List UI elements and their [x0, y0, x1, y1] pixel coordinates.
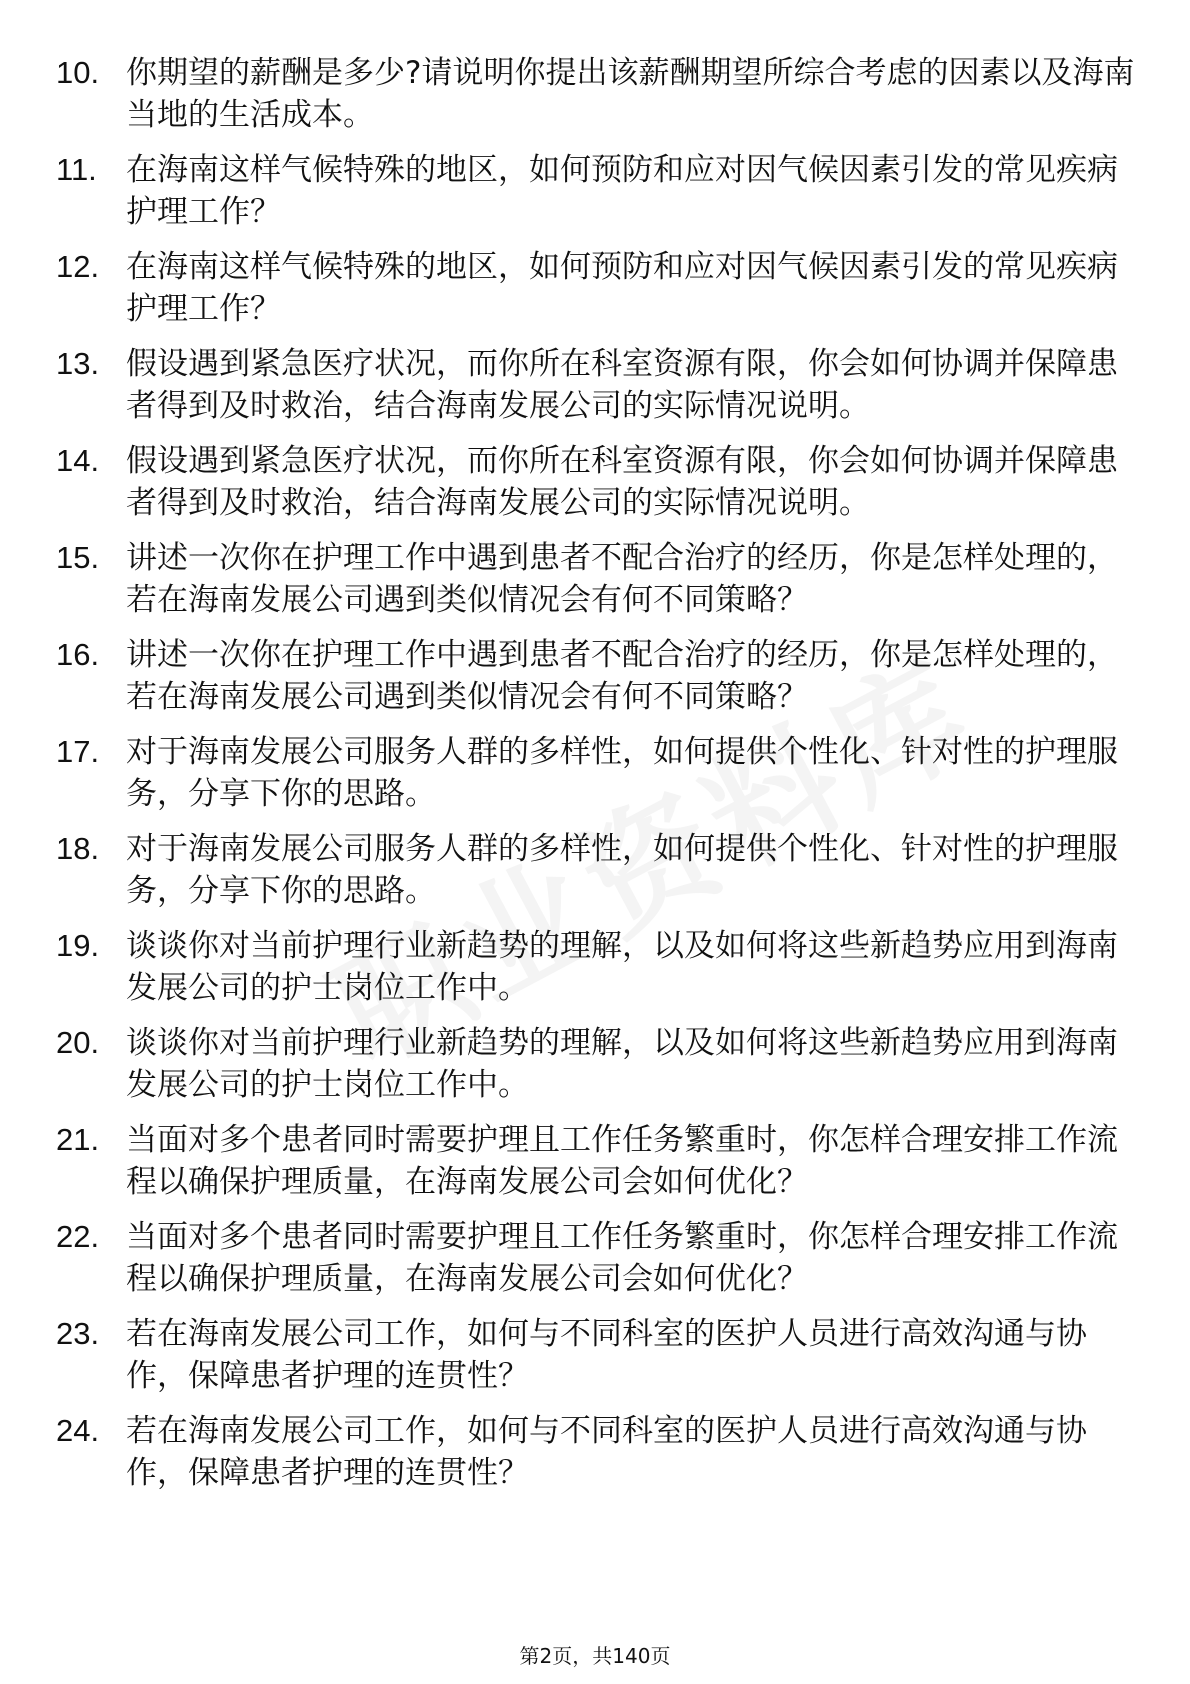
question-number: 23.	[56, 1316, 100, 1351]
question-number: 10.	[56, 55, 100, 90]
question-text: 假设遇到紧急医疗状况，而你所在科室资源有限，你会如何协调并保障患者得到及时救治，结合海南发展公司的实际情况说明。	[126, 443, 1118, 521]
question-number: 16.	[56, 637, 100, 672]
list-item	[56, 1022, 1136, 1119]
question-text: 谈谈你对当前护理行业新趋势的理解，以及如何将这些新趋势应用到海南发展公司的护士岗位工作中。	[126, 928, 1118, 1006]
list-item	[56, 1313, 1136, 1410]
list-item	[56, 634, 1136, 731]
question-text: 讲述一次你在护理工作中遇到患者不配合治疗的经历，你是怎样处理的，若在海南发展公司遇到类似情况会有何不同策略？	[126, 637, 1118, 715]
question-list	[56, 52, 1136, 1507]
question-number: 14.	[56, 443, 100, 478]
question-text: 在海南这样气候特殊的地区，如何预防和应对因气候因素引发的常见疾病护理工作？	[126, 152, 1118, 230]
list-item	[56, 731, 1136, 828]
list-item	[56, 343, 1136, 440]
question-text: 若在海南发展公司工作，如何与不同科室的医护人员进行高效沟通与协作，保障患者护理的连贯性？	[126, 1413, 1087, 1491]
question-text: 对于海南发展公司服务人群的多样性，如何提供个性化、针对性的护理服务，分享下你的思路。	[126, 831, 1118, 909]
list-item	[56, 52, 1136, 149]
question-text: 当面对多个患者同时需要护理且工作任务繁重时，你怎样合理安排工作流程以确保护理质量，在海南发展公司会如何优化？	[126, 1219, 1118, 1297]
question-number: 11.	[56, 152, 97, 187]
page-number: 第2页，共140页	[519, 1644, 671, 1668]
question-text: 你期望的薪酬是多少?请说明你提出该薪酬期望所综合考虑的因素以及海南当地的生活成本。	[126, 55, 1135, 133]
list-item	[56, 1119, 1136, 1216]
question-number: 24.	[56, 1413, 100, 1448]
question-number: 19.	[56, 928, 100, 963]
question-text: 讲述一次你在护理工作中遇到患者不配合治疗的经历，你是怎样处理的，若在海南发展公司遇到类似情况会有何不同策略？	[126, 540, 1118, 618]
question-text: 假设遇到紧急医疗状况，而你所在科室资源有限，你会如何协调并保障患者得到及时救治，结合海南发展公司的实际情况说明。	[126, 346, 1118, 424]
question-number: 18.	[56, 831, 100, 866]
list-item	[56, 828, 1136, 925]
question-number: 13.	[56, 346, 100, 381]
question-number: 15.	[56, 540, 100, 575]
question-number: 21.	[56, 1122, 100, 1157]
list-item	[56, 246, 1136, 343]
question-number: 12.	[56, 249, 100, 284]
question-text: 若在海南发展公司工作，如何与不同科室的医护人员进行高效沟通与协作，保障患者护理的连贯性？	[126, 1316, 1087, 1394]
question-number: 20.	[56, 1025, 100, 1060]
list-item	[56, 925, 1136, 1022]
list-item	[56, 440, 1136, 537]
question-number: 22.	[56, 1219, 100, 1254]
question-text: 当面对多个患者同时需要护理且工作任务繁重时，你怎样合理安排工作流程以确保护理质量，在海南发展公司会如何优化？	[126, 1122, 1118, 1200]
question-text: 谈谈你对当前护理行业新趋势的理解，以及如何将这些新趋势应用到海南发展公司的护士岗位工作中。	[126, 1025, 1118, 1103]
list-item	[56, 149, 1136, 246]
list-item	[56, 1216, 1136, 1313]
list-item	[56, 1410, 1136, 1507]
question-text: 在海南这样气候特殊的地区，如何预防和应对因气候因素引发的常见疾病护理工作？	[126, 249, 1118, 327]
question-text: 对于海南发展公司服务人群的多样性，如何提供个性化、针对性的护理服务，分享下你的思路。	[126, 734, 1118, 812]
question-number: 17.	[56, 734, 100, 769]
list-item	[56, 537, 1136, 634]
